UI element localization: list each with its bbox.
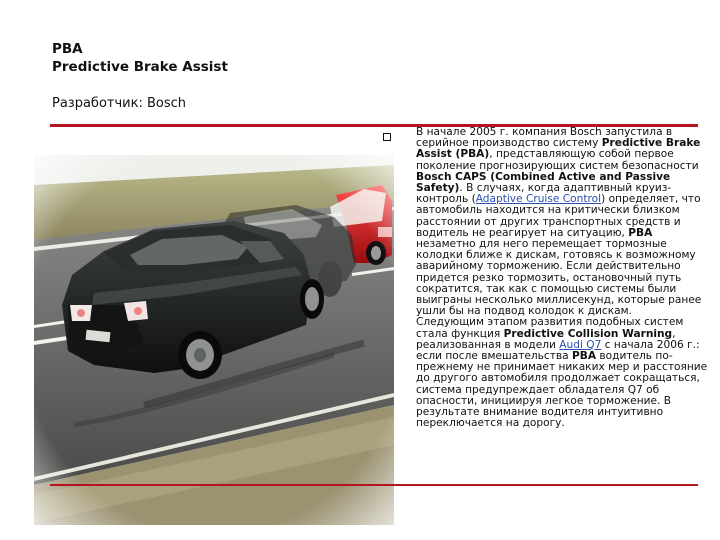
adaptive-cruise-control-link[interactable]: Adaptive Cruise Control: [475, 193, 602, 206]
p1-part-e: . В случаях, когда адаптивный круиз-контроль (: [416, 182, 672, 206]
car-photo: [34, 155, 394, 525]
audi-q7-link[interactable]: Audi Q7: [559, 338, 602, 351]
p2-part-a: Следующим этапом развития подобных систем стала функция: [416, 316, 684, 340]
title-full: Predictive Brake Assist: [52, 59, 228, 75]
title-abbr: PBA: [52, 41, 83, 57]
p1-part-a: В начале 2005 г. компания Bosch запустила в серийное производство систему: [416, 126, 673, 150]
p2-part-f: водитель по-прежнему не принимает никаких мер и расстояние до другого автомобиля продолжает сокращаться, система предупреждает обладателя Q7 об опасности, инициируя легкое торможение. В результате внимание водителя интуитивно переключается на дорогу.: [416, 350, 708, 430]
bottom-divider: [50, 484, 698, 486]
p1-term-pba: Predictive Brake Assist (PBA): [416, 137, 701, 161]
p1-term-pba-2: PBA: [628, 226, 653, 239]
p2-term-pcw: Predictive Collision Warning: [503, 327, 673, 340]
p1-term-caps: Bosch CAPS (Combined Active and Passive Safety): [416, 170, 671, 195]
p1-part-f: ) определяет, что автомобиль находится на критически близком расстоянии от других транспортных средств и водитель не реагирует на ситуацию,: [416, 193, 701, 239]
article-text: [416, 127, 712, 429]
p2-part-d: с начала 2006 г.: если после вмешательства: [416, 338, 700, 363]
p2-part-c: , реализованная в модели: [416, 327, 676, 351]
slide-title: [52, 40, 228, 76]
p1-part-c: , представляющую собой первое поколение прогнозирующих систем безопасности: [416, 148, 699, 172]
bullet-marker: [383, 133, 391, 141]
developer-label: Разработчик: Bosch: [52, 96, 187, 111]
p2-term-pba: PBA: [572, 350, 597, 363]
p1-part-h: незаметно для него перемещает тормозные колодки ближе к дискам, готовясь к возможному аварийному торможению. Если действительно придется резко тормозить, остановочный путь сократится, так как с помощью системы были выиграны несколько миллисекунд, которые ранее ушли бы на подвод колодок к дискам.: [416, 238, 702, 318]
